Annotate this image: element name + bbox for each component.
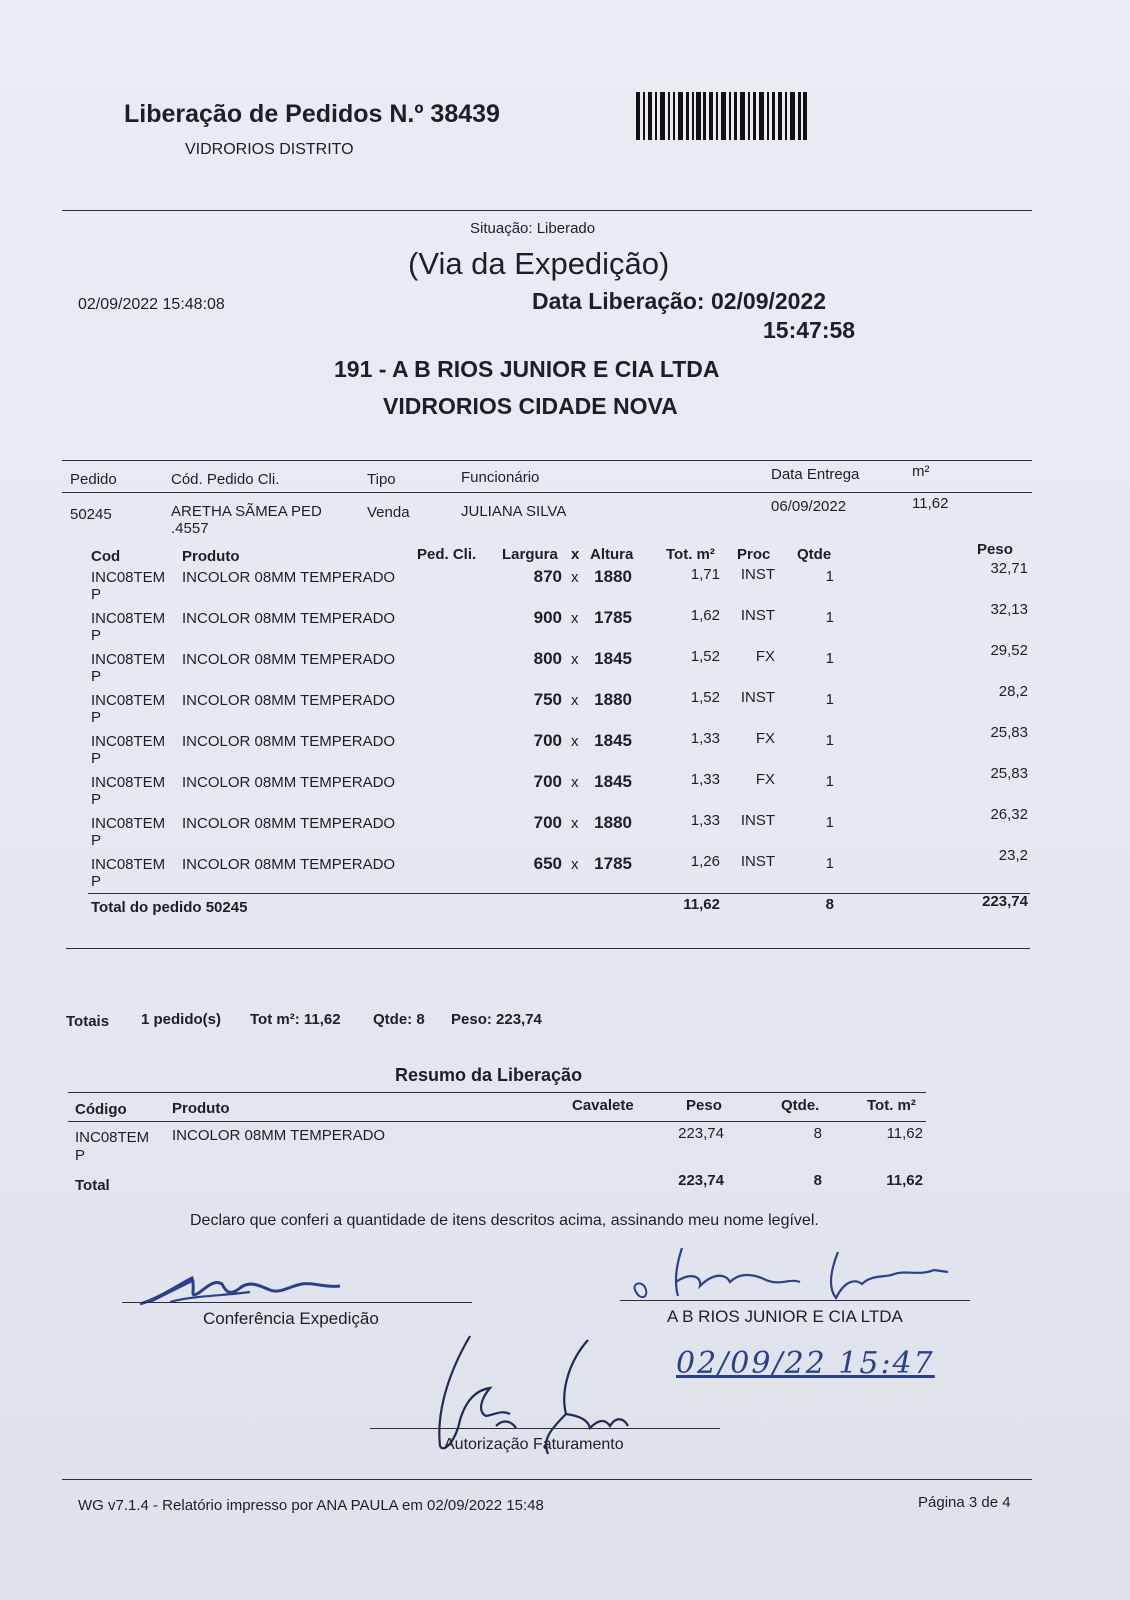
item-peso: 23,2 [998, 847, 1028, 864]
col-m2: m² [912, 463, 930, 480]
item-cod-cont: P [91, 791, 102, 808]
signature-line-cliente [620, 1300, 970, 1301]
item-largura: 900 [533, 608, 562, 627]
item-altura: 1880 [594, 567, 632, 586]
th-altura: Altura [590, 546, 634, 563]
items-total-rule [88, 893, 1030, 894]
resumo-codigo: INC08TEM [75, 1129, 150, 1146]
item-cod: INC08TEM [91, 651, 166, 668]
resumo-peso: 223,74 [678, 1125, 724, 1142]
data-entrega-value: 06/09/2022 [771, 498, 847, 515]
footer-page-number: Página 3 de 4 [918, 1494, 1011, 1511]
situacao-label: Situação: Liberado [470, 220, 596, 237]
total-pedido-label: Total do pedido 50245 [91, 899, 248, 916]
resumo-th-cavalete: Cavalete [572, 1097, 634, 1114]
item-qtde: 1 [825, 773, 834, 790]
item-tot-m2: 1,52 [690, 689, 720, 706]
item-proc: INST [740, 853, 775, 870]
item-cod-cont: P [91, 627, 102, 644]
item-qtde: 1 [825, 732, 834, 749]
item-cod-cont: P [91, 832, 102, 849]
pedido-value: 50245 [70, 506, 112, 523]
item-proc: FX [755, 648, 775, 665]
item-qtde: 1 [825, 609, 834, 626]
item-qtde: 1 [825, 814, 834, 831]
funcionario-value: JULIANA SILVA [461, 503, 567, 520]
data-liberacao-time: 15:47:58 [763, 317, 856, 343]
company-subtitle: VIDRORIOS DISTRITO [185, 141, 354, 158]
item-largura: 700 [533, 731, 562, 750]
m2-value: 11,62 [912, 495, 949, 512]
resumo-total-peso: 223,74 [678, 1172, 724, 1189]
resumo-th-produto: Produto [172, 1100, 230, 1117]
signature-line-autorizacao [370, 1428, 720, 1429]
item-peso: 32,13 [990, 601, 1028, 618]
resumo-header-rule [68, 1121, 926, 1122]
item-tot-m2: 1,33 [690, 812, 720, 829]
item-produto: INCOLOR 08MM TEMPERADO [182, 856, 396, 873]
resumo-produto: INCOLOR 08MM TEMPERADO [172, 1127, 386, 1144]
order-header-rule [62, 492, 1032, 493]
col-data-entrega: Data Entrega [771, 466, 860, 483]
item-produto: INCOLOR 08MM TEMPERADO [182, 774, 396, 791]
item-largura: 700 [533, 772, 562, 791]
item-proc: FX [755, 771, 775, 788]
item-tot-m2: 1,62 [690, 607, 720, 624]
item-x: x [571, 733, 579, 750]
item-largura: 870 [533, 567, 562, 586]
total-peso: 223,74 [982, 893, 1028, 910]
item-qtde: 1 [825, 568, 834, 585]
item-qtde: 1 [825, 855, 834, 872]
resumo-th-peso: Peso [686, 1097, 722, 1114]
col-cod-pedido-cli: Cód. Pedido Cli. [171, 471, 280, 488]
item-produto: INCOLOR 08MM TEMPERADO [182, 815, 396, 832]
item-cod-cont: P [91, 873, 102, 890]
item-x: x [571, 692, 579, 709]
header-divider [62, 210, 1032, 211]
item-peso: 29,52 [990, 642, 1028, 659]
item-cod-cont: P [91, 709, 102, 726]
item-peso: 26,32 [990, 806, 1028, 823]
item-largura: 650 [533, 854, 562, 873]
resumo-top-rule [68, 1092, 926, 1093]
th-cod: Cod [91, 548, 121, 565]
item-tot-m2: 1,33 [690, 730, 720, 747]
via-label: (Via da Expedição) [408, 246, 670, 281]
client-name: 191 - A B RIOS JUNIOR E CIA LTDA [334, 356, 720, 382]
th-tot-m2: Tot. m² [666, 546, 715, 563]
totais-tot-m2: Tot m²: 11,62 [250, 1011, 341, 1028]
item-x: x [571, 569, 579, 586]
item-produto: INCOLOR 08MM TEMPERADO [182, 692, 396, 709]
item-x: x [571, 856, 579, 873]
label-cliente: A B RIOS JUNIOR E CIA LTDA [667, 1307, 903, 1326]
th-qtde: Qtde [797, 546, 832, 563]
signature-conferencia [130, 1270, 360, 1312]
footer-left: WG v7.1.4 - Relatório impresso por ANA PAULA em 02/09/2022 15:48 [78, 1497, 544, 1514]
client-branch: VIDRORIOS CIDADE NOVA [383, 393, 678, 419]
item-produto: INCOLOR 08MM TEMPERADO [182, 651, 396, 668]
th-ped-cli: Ped. Cli. [417, 546, 477, 563]
item-x: x [571, 610, 579, 627]
item-peso: 28,2 [998, 683, 1028, 700]
resumo-th-tot-m2: Tot. m² [867, 1097, 916, 1114]
item-tot-m2: 1,52 [690, 648, 720, 665]
resumo-qtde: 8 [813, 1125, 822, 1142]
resumo-codigo-cont: P [75, 1147, 86, 1164]
total-qtde: 8 [825, 896, 834, 913]
item-proc: INST [740, 566, 775, 583]
print-datetime: 02/09/2022 15:48:08 [78, 296, 225, 313]
item-cod: INC08TEM [91, 856, 166, 873]
item-cod: INC08TEM [91, 692, 166, 709]
totais-qtde: Qtde: 8 [373, 1011, 425, 1028]
item-cod: INC08TEM [91, 610, 166, 627]
item-cod: INC08TEM [91, 733, 166, 750]
cod-cli-value-cont: .4557 [171, 520, 209, 537]
signature-cliente [630, 1242, 970, 1304]
th-produto: Produto [182, 548, 240, 565]
resumo-title: Resumo da Liberação [395, 1065, 583, 1085]
col-pedido: Pedido [70, 471, 117, 488]
item-x: x [571, 651, 579, 668]
th-largura: Largura [502, 546, 558, 563]
col-tipo: Tipo [367, 471, 396, 488]
col-funcionario: Funcionário [461, 469, 540, 486]
item-cod: INC08TEM [91, 815, 166, 832]
item-proc: INST [740, 689, 775, 706]
label-autorizacao: Autorização Faturamento [444, 1436, 624, 1453]
item-altura: 1880 [594, 813, 632, 832]
resumo-tot-m2: 11,62 [886, 1125, 923, 1142]
item-cod: INC08TEM [91, 774, 166, 791]
item-altura: 1845 [594, 731, 632, 750]
cod-cli-value: ARETHA SÃMEA PED [171, 503, 322, 520]
label-conferencia: Conferência Expedição [203, 1309, 379, 1328]
item-largura: 800 [533, 649, 562, 668]
resumo-total-qtde: 8 [813, 1172, 822, 1189]
item-peso: 32,71 [990, 560, 1028, 577]
item-qtde: 1 [825, 650, 834, 667]
tipo-value: Venda [367, 504, 410, 521]
item-x: x [571, 815, 579, 832]
item-proc: FX [755, 730, 775, 747]
resumo-th-codigo: Código [75, 1101, 127, 1118]
item-altura: 1845 [594, 649, 632, 668]
th-x: x [571, 546, 580, 563]
item-cod-cont: P [91, 750, 102, 767]
totais-label: Totais [66, 1013, 110, 1030]
data-liberacao: Data Liberação: 02/09/2022 [532, 288, 827, 314]
item-cod-cont: P [91, 586, 102, 603]
document-title: Liberação de Pedidos N.º 38439 [124, 100, 500, 128]
footer-rule [62, 1479, 1032, 1480]
resumo-total-label: Total [75, 1177, 110, 1194]
totais-peso: Peso: 223,74 [451, 1011, 542, 1028]
th-proc: Proc [737, 546, 771, 563]
items-bottom-rule [66, 948, 1030, 949]
resumo-th-qtde: Qtde. [781, 1097, 820, 1114]
signature-line-conferencia [122, 1302, 472, 1303]
item-produto: INCOLOR 08MM TEMPERADO [182, 733, 396, 750]
declaration-text: Declaro que conferi a quantidade de itens descritos acima, assinando meu nome legível. [190, 1212, 819, 1229]
item-altura: 1785 [594, 854, 632, 873]
resumo-total-tot-m2: 11,62 [886, 1172, 923, 1189]
item-tot-m2: 1,26 [690, 853, 720, 870]
item-proc: INST [740, 812, 775, 829]
item-largura: 750 [533, 690, 562, 709]
item-cod: INC08TEM [91, 569, 166, 586]
item-produto: INCOLOR 08MM TEMPERADO [182, 569, 396, 586]
item-x: x [571, 774, 579, 791]
item-produto: INCOLOR 08MM TEMPERADO [182, 610, 396, 627]
order-top-rule [62, 460, 1032, 461]
item-altura: 1880 [594, 690, 632, 709]
item-tot-m2: 1,33 [690, 771, 720, 788]
item-largura: 700 [533, 813, 562, 832]
item-peso: 25,83 [990, 724, 1028, 741]
handwritten-date: 02/09/22 15:47 [676, 1346, 935, 1381]
item-qtde: 1 [825, 691, 834, 708]
total-tot-m2: 11,62 [683, 896, 720, 913]
item-tot-m2: 1,71 [690, 566, 720, 583]
totais-pedidos: 1 pedido(s) [141, 1011, 222, 1028]
th-peso: Peso [977, 541, 1013, 558]
barcode [636, 90, 808, 142]
item-altura: 1785 [594, 608, 632, 627]
item-cod-cont: P [91, 668, 102, 685]
item-peso: 25,83 [990, 765, 1028, 782]
item-altura: 1845 [594, 772, 632, 791]
item-proc: INST [740, 607, 775, 624]
